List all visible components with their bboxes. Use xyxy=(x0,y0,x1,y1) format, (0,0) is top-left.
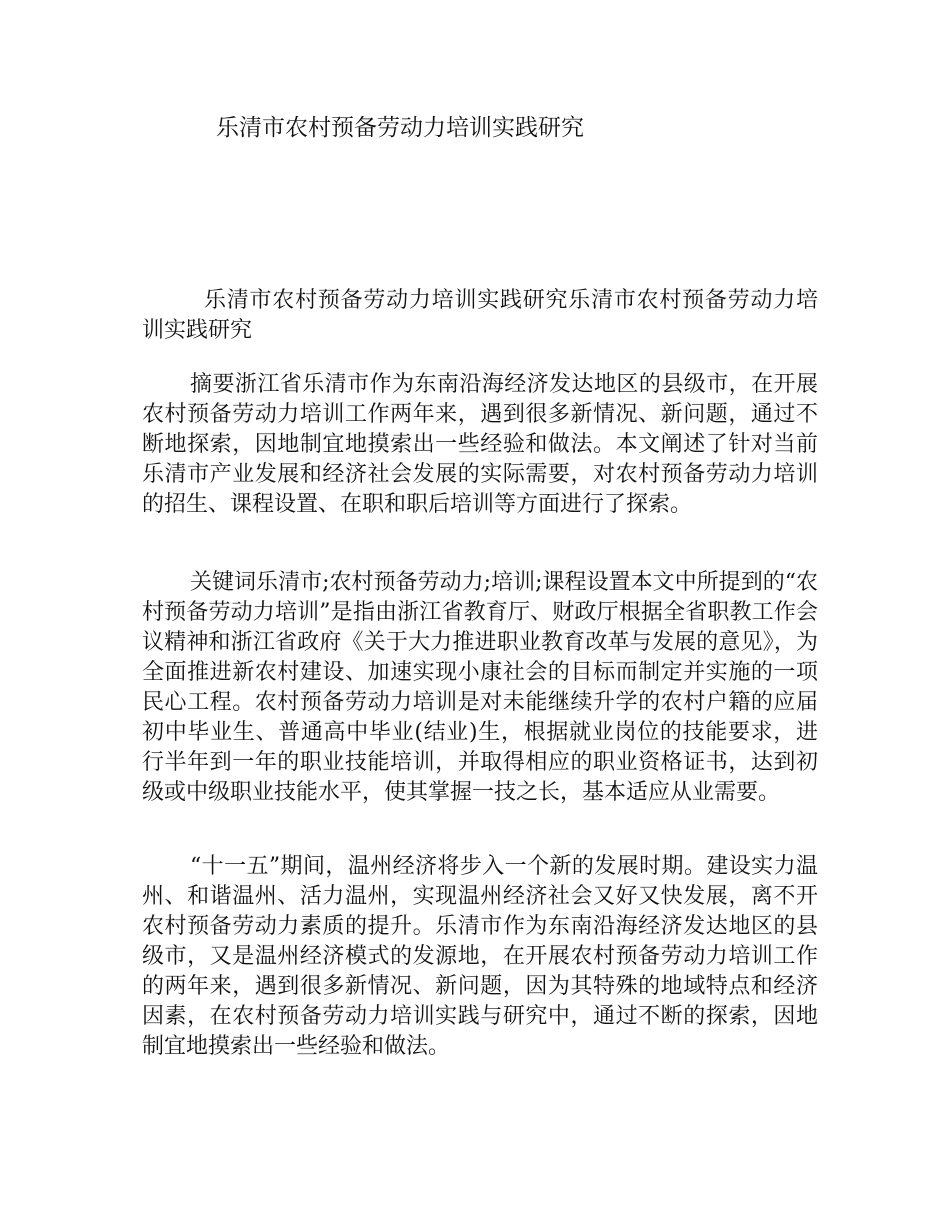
abstract-paragraph xyxy=(142,370,818,520)
subtitle-paragraph xyxy=(142,286,818,346)
eleventh-five-year-text: “十一五”期间，温州经济将步入一个新的发展时期。建设实力温州、和谐温州、活力温州，实现温州经济社会又好又快发展，离不开农村预备劳动力素质的提升。乐清市作为东南沿海经济发达地区的县级市，又是温州经济模式的发源地，在开展农村预备劳动力培训工作的两年来，遇到很多新情况、新问题，因为其特殊的地域特点和经济因素，在农村预备劳动力培训实践与研究中，通过不断的探索，因地制宜地摸索出一些经验和做法。 xyxy=(142,854,818,1059)
abstract-text: 摘要浙江省乐清市作为东南沿海经济发达地区的县级市，在开展农村预备劳动力培训工作两年来，遇到很多新情况、新问题，通过不断地探索，因地制宜地摸索出一些经验和做法。本文阐述了针对当前乐清市产业发展和经济社会发展的实际需要，对农村预备劳动力培训的招生、课程设置、在职和职后培训等方面进行了探索。 xyxy=(142,372,818,517)
subtitle-text: 乐清市农村预备劳动力培训实践研究乐清市农村预备劳动力培训实践研究 xyxy=(142,288,818,343)
document-title: 乐清市农村预备劳动力培训实践研究 xyxy=(216,115,584,141)
eleventh-five-year-paragraph xyxy=(142,852,818,1062)
keywords-paragraph xyxy=(142,568,818,808)
keywords-text: 关键词乐清市;农村预备劳动力;培训;课程设置本文中所提到的“农村预备劳动力培训”是指由浙江省教育厅、财政厅根据全省职教工作会议精神和浙江省政府《关于大力推进职业教育改革与发展的意见》，为全面推进新农村建设、加速实现小康社会的目标而制定并实施的一项民心工程。农村预备劳动力培训是对未能继续升学的农村户籍的应届初中毕业生、普通高中毕业(结业)生，根据就业岗位的技能要求，进行半年到一年的职业技能培训，并取得相应的职业资格证书，达到初级或中级职业技能水平，使其掌握一技之长，基本适应从业需要。 xyxy=(142,570,818,805)
